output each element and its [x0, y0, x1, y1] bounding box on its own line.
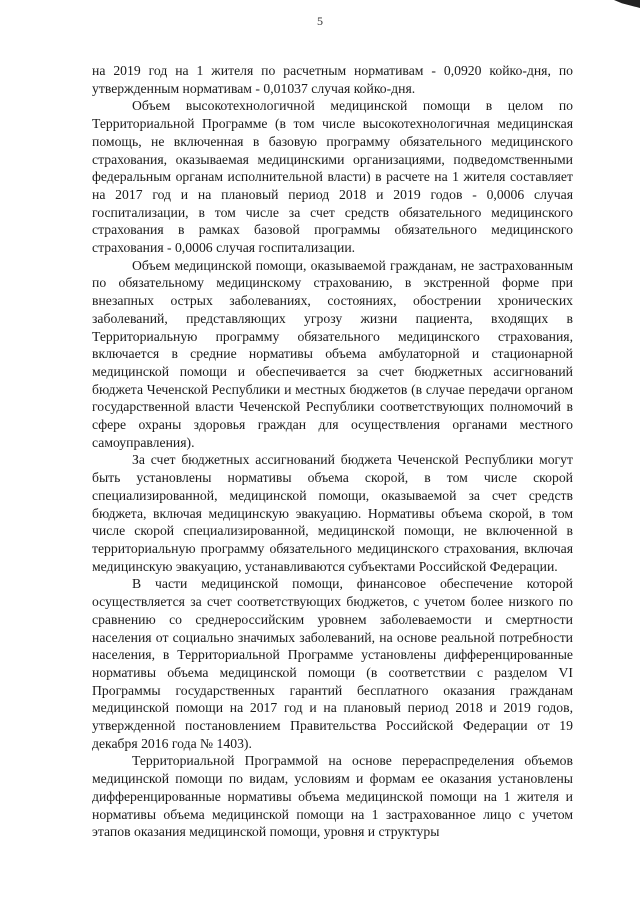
scan-corner-mark: [614, 0, 640, 8]
paragraph-redistribution: Территориальной Программой на основе перераспределения объемов медицинской помощи по видам, условиям и формам ее оказания установлены дифференцированные нормативы объема медицинской помощи на 1 жителя и нормативы объема медицинской помощи на 1 застрахованное лицо с учетом этапов оказания медицинской помощи, уровня и структуры: [92, 753, 573, 840]
document-body: [92, 62, 573, 841]
paragraph-ambulance-norms: За счет бюджетных ассигнований бюджета Чеченской Республики могут быть установлены нормативы объема скорой, в том числе скорой специализированной, медицинской помощи, оказываемой за счет средств бюджета, включая медицинскую эвакуацию. Нормативы объема скорой, в том числе скорой специализированной, медицинской помощи, не включенной в территориальную программу обязательного медицинского страхования, включая медицинскую эвакуацию, устанавливаются субъектами Российской Федерации.: [92, 452, 573, 574]
page-number: 5: [317, 14, 323, 28]
paragraph-uninsured-emergency-care: Объем медицинской помощи, оказываемой гражданам, не застрахованным по обязательному медицинскому страхованию, в экстренной форме при внезапных острых заболеваниях, состояниях, обострении хронических заболеваний, представляющих угрозу жизни пациента, входящих в Территориальную программу обязательного медицинского страхования, включается в средние нормативы объема амбулаторной и стационарной медицинской помощи и обеспечивается за счет бюджетных ассигнований бюджета Чеченской Республики и местных бюджетов (в случае передачи органом государственной власти Чеченской Республики соответствующих полномочий в сфере охраны здоровья граждан для осуществления органами местного самоуправления).: [92, 257, 573, 450]
paragraph-continuation: на 2019 год на 1 жителя по расчетным нормативам - 0,0920 койко-дня, по утвержденным нормативам - 0,01037 случая койко-дня.: [92, 63, 573, 96]
paragraph-high-tech-care-volume: Объем высокотехнологичной медицинской помощи в целом по Территориальной Программе (в том числе высокотехнологичная медицинская помощь, не включенная в базовую программу обязательного медицинского страхования, оказываемая медицинскими организациями, подведомственными федеральным органам исполнительной власти) в расчете на 1 жителя составляет на 2017 год и на плановый период 2018 и 2019 годов - 0,0006 случая госпитализации, в том числе за счет средств обязательного медицинского страхования в рамках базовой программы обязательного медицинского страхования - 0,0006 случая госпитализации.: [92, 98, 573, 256]
paragraph-differentiated-norms: В части медицинской помощи, финансовое обеспечение которой осуществляется за счет соответствующих бюджетов, с учетом более низкого по сравнению со среднероссийским уровнем заболеваемости и смертности населения от социально значимых заболеваний, на основе реальной потребности населения, в Территориальной Программе установлены дифференцированные нормативы объема медицинской помощи (в соответствии с разделом VI Программы государственных гарантий бесплатного оказания гражданам медицинской помощи на 2017 год и на плановый период 2018 и 2019 годов, утвержденной постановлением Правительства Российской Федерации от 19 декабря 2016 года № 1403).: [92, 576, 573, 751]
